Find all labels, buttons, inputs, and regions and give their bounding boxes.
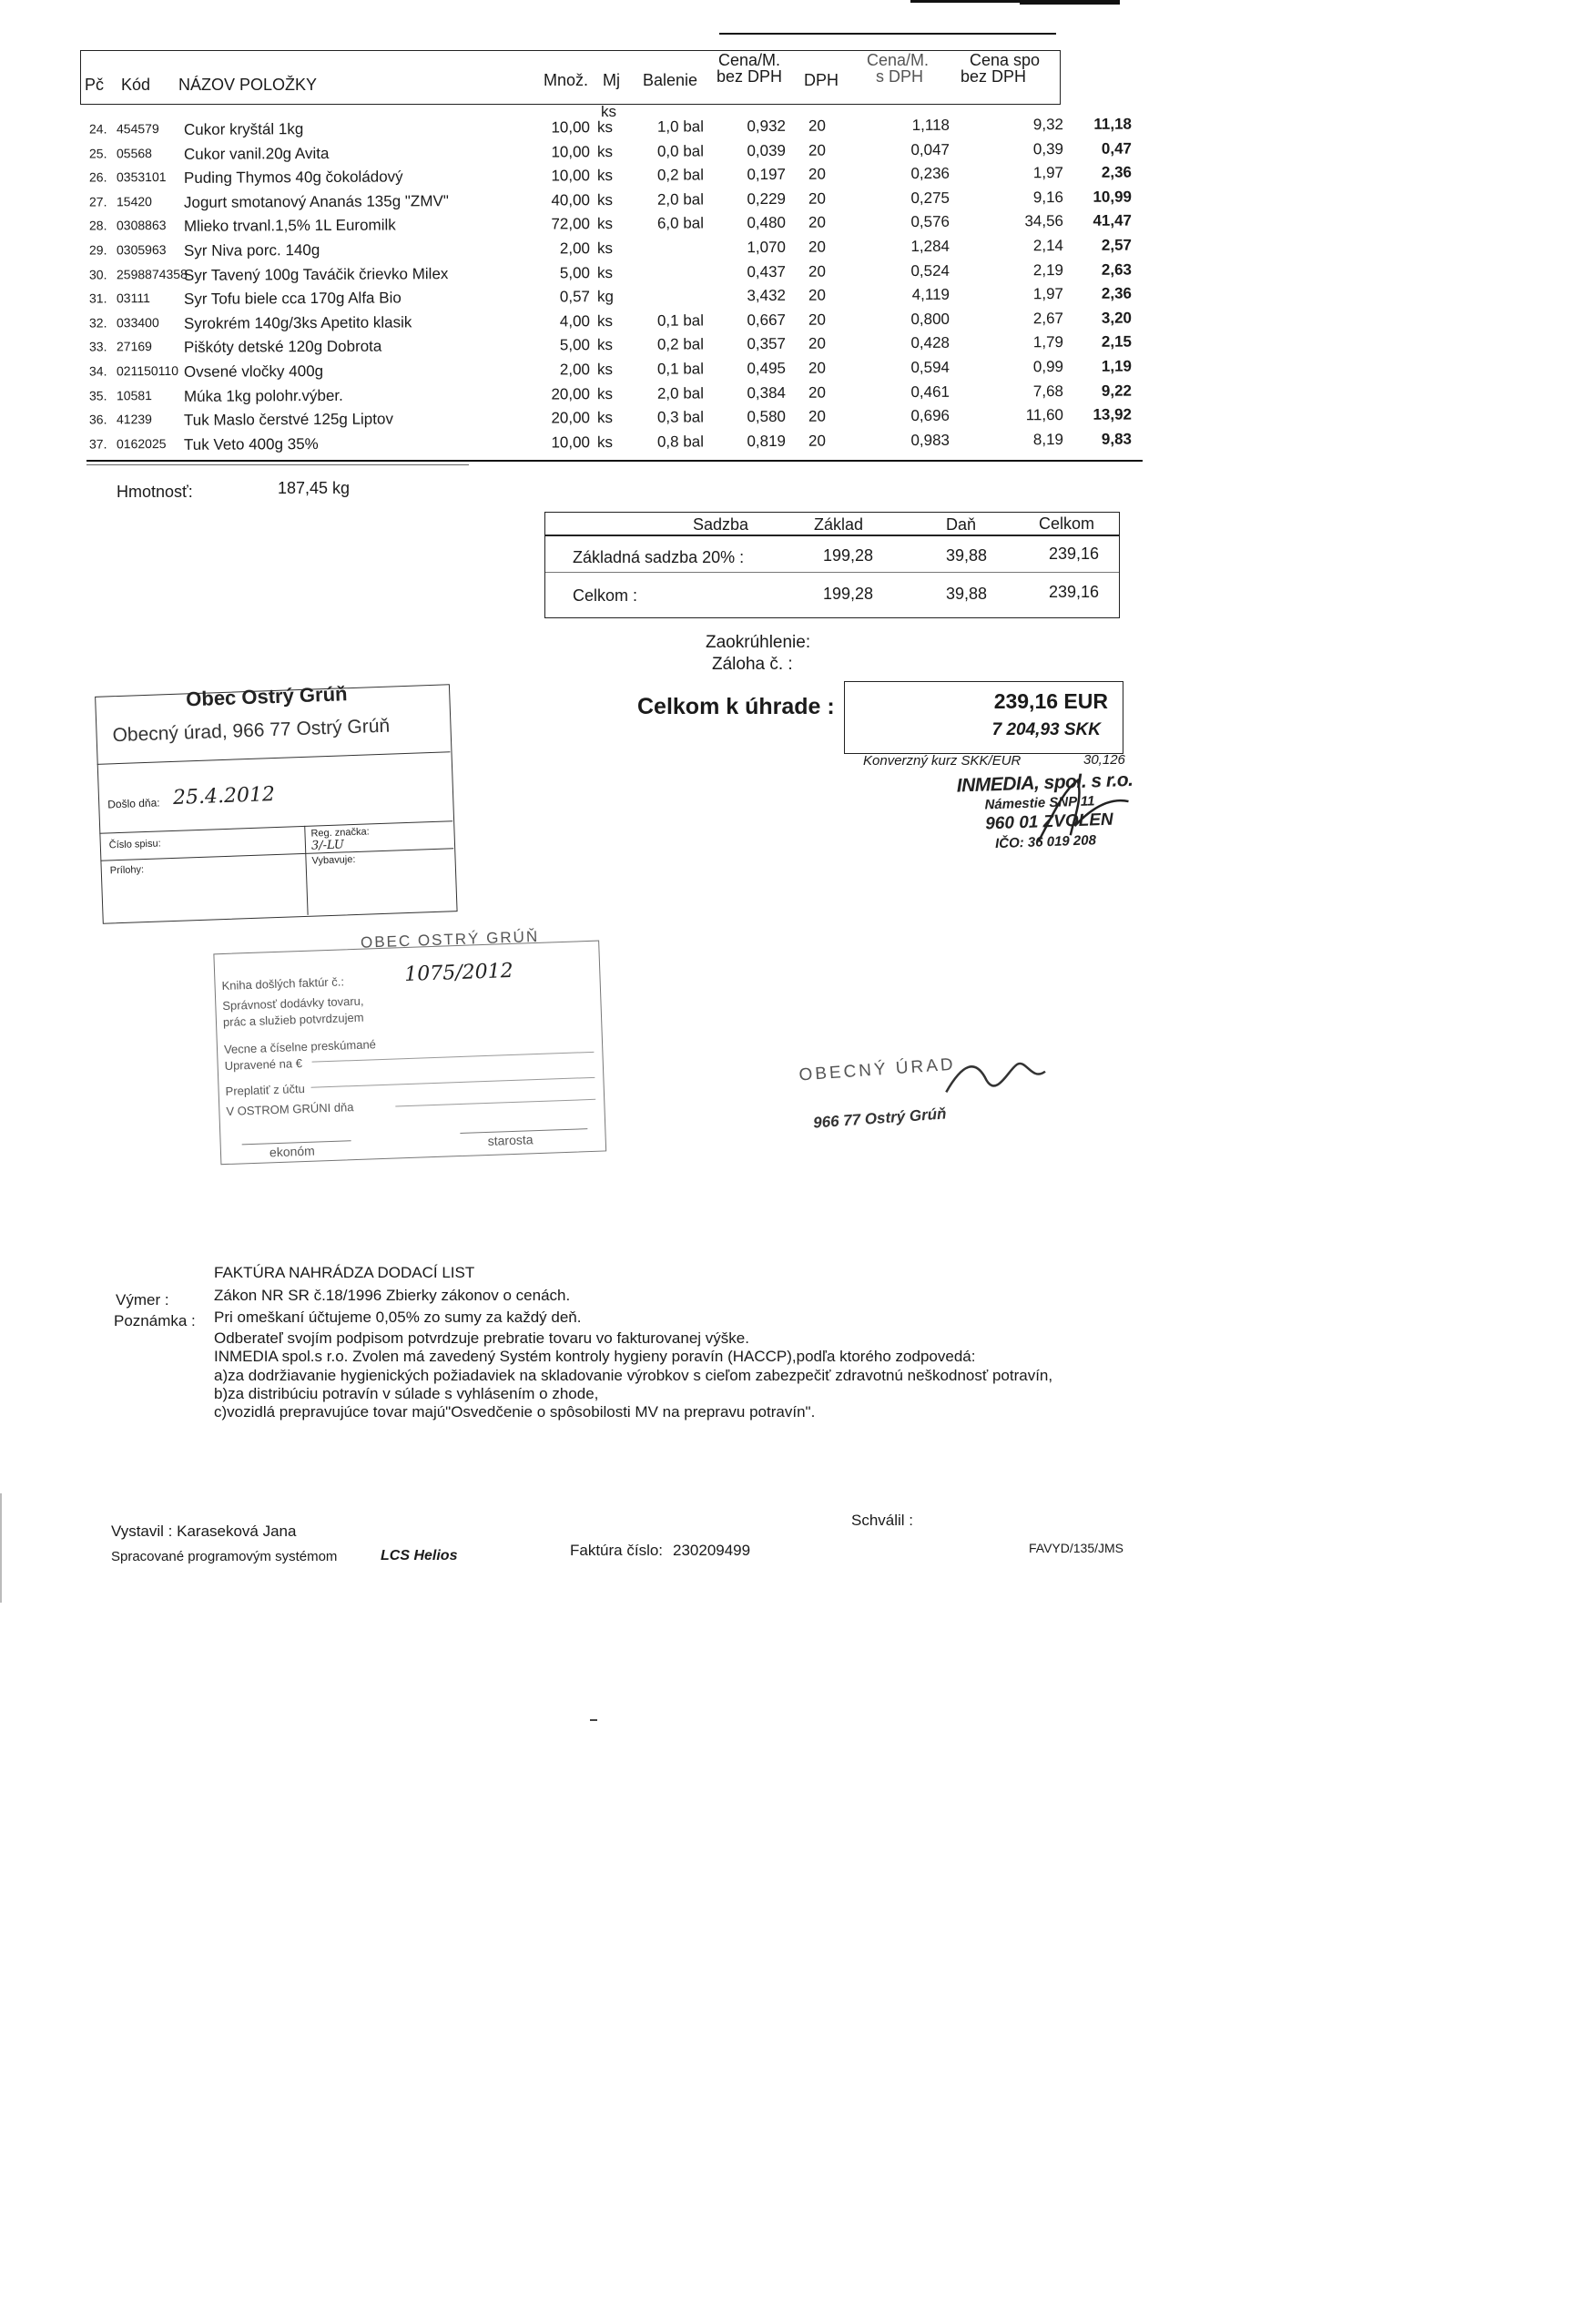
cell-price: 0,437 [747, 262, 787, 280]
table-bottom-rule [86, 460, 1143, 462]
cell-pc: 25. [88, 146, 107, 161]
payable-skk: 7 204,93 SKK [991, 720, 1101, 739]
registry-file-no-label: Číslo spisu: [108, 838, 161, 851]
notes-line1: Pri omeškaní účtujeme 0,05% zo sumy za každý deň. [214, 1309, 582, 1326]
cell-vat: 20 [808, 165, 826, 183]
vat-summary-divider-2 [545, 572, 1119, 573]
registry-attachments-label: Prílohy: [109, 864, 145, 877]
registry-stamp-office: Obecný úrad, 966 77 Ostrý Grúň [112, 715, 391, 747]
cell-price-vat: 0,428 [910, 334, 950, 352]
items-table-body [88, 115, 1145, 460]
cell-unit: ks [596, 118, 614, 137]
col-header-pack: Balenie [643, 71, 698, 89]
cell-total-vat: 3,20 [1101, 309, 1133, 327]
cell-qty: 2,00 [559, 239, 591, 258]
cell-name: Tuk Veto 400g 35% [183, 434, 319, 453]
supplier-stamp-line4: IČO: 36 019 208 [994, 832, 1097, 852]
supplier-signature [1027, 769, 1157, 855]
footer-invoice-label: Faktúra číslo: [570, 1542, 664, 1559]
cell-qty: 10,00 [551, 433, 591, 452]
vat-header-rate: Sadzba [693, 515, 749, 534]
cell-qty: 10,00 [551, 142, 591, 161]
cell-price: 0,039 [747, 141, 787, 159]
vat-total-total: 239,16 [1049, 583, 1100, 601]
cell-code: 10581 [116, 387, 152, 402]
cell-total: 11,60 [1025, 406, 1064, 424]
cell-price-vat: 1,284 [910, 237, 950, 256]
cell-vat: 20 [808, 432, 826, 450]
vat-basic-tax: 39,88 [946, 546, 988, 565]
vat-basic-total: 239,16 [1049, 545, 1100, 563]
cell-total: 1,97 [1032, 285, 1064, 303]
cell-unit: ks [596, 336, 614, 354]
col-header-price-bottom: bez DPH [717, 67, 783, 86]
conversion-rate-label: Konverzný kurz SKK/EUR [863, 753, 1022, 769]
cell-price: 0,667 [747, 311, 787, 329]
cell-total: 2,19 [1032, 260, 1064, 279]
cell-code: 0162025 [116, 435, 167, 452]
cell-name: Mlieko trvanl.1,5% 1L Euromilk [183, 216, 396, 236]
cell-code: 454579 [116, 121, 159, 137]
cell-price: 0,357 [747, 335, 787, 353]
invoice-book-pay: Preplatiť z účtu [225, 1081, 306, 1098]
cell-vat: 20 [808, 286, 826, 304]
payable-eur: 239,16 EUR [993, 689, 1108, 713]
cell-code: 2598874358 [116, 266, 188, 281]
cell-price-vat: 4,119 [911, 285, 950, 304]
col-header-vat: DPH [804, 71, 839, 89]
col-header-price-top: Cena/M. [718, 51, 781, 69]
cell-pc: 28. [88, 218, 107, 233]
supplier-stamp-line1: INMEDIA, spol. s r.o. [956, 769, 1133, 797]
cell-vat: 20 [808, 213, 826, 232]
registry-reg-value: 3/-LU [310, 838, 345, 853]
vat-basic-base: 199,28 [823, 546, 874, 565]
cell-qty: 10,00 [551, 118, 591, 137]
cell-qty: 20,00 [551, 384, 591, 403]
payable-label: Celkom k úhrade : [637, 694, 835, 719]
vat-total-label: Celkom : [573, 586, 638, 605]
cell-qty: 40,00 [551, 190, 591, 209]
cell-pc: 29. [88, 242, 107, 258]
footer-invoice-number: 230209499 [673, 1542, 751, 1559]
payable-box [844, 681, 1123, 754]
notes-title: FAKTÚRA NAHRÁDZA DODACÍ LIST [214, 1264, 475, 1281]
cell-total: 1,79 [1032, 333, 1064, 351]
invoice-book-economist: ekonóm [269, 1143, 316, 1160]
invoice-book-fixed: Upravené na € [224, 1056, 303, 1074]
cell-total-vat: 0,47 [1101, 139, 1133, 158]
cell-vat: 20 [808, 189, 826, 208]
cell-total-vat: 9,83 [1101, 430, 1133, 448]
weight-value: 187,45 kg [278, 479, 351, 497]
cell-total-vat: 10,99 [1093, 188, 1133, 206]
cell-unit: kg [596, 288, 615, 306]
cell-pc: 26. [88, 169, 107, 185]
col-header-price-vat-bottom: s DPH [876, 67, 924, 86]
registry-delivered-date: 25.4.2012 [172, 783, 276, 810]
notes-vymer-label: Výmer : [116, 1291, 169, 1309]
cell-code: 27169 [116, 339, 152, 354]
advance-label: Záloha č. : [712, 655, 793, 674]
registry-stamp [94, 666, 457, 923]
cell-total: 0,39 [1032, 139, 1064, 158]
invoice-book-mayor: starosta [487, 1132, 534, 1148]
registry-handles-label: Vybavuje: [311, 853, 356, 867]
invoice-book-place: V OSTROM GRÚNI dňa [226, 1100, 354, 1118]
vat-total-tax: 39,88 [946, 585, 988, 603]
col-header-qty: Množ. [544, 71, 589, 89]
stray-unit-label: ks [601, 103, 616, 120]
invoice-book-correctness: Správnosť dodávky tovaru, [222, 993, 364, 1013]
cell-pack: 0,0 bal [656, 142, 705, 160]
cell-name: Ovsené vločky 400g [183, 362, 324, 381]
cell-code: 033400 [116, 314, 159, 331]
supplier-stamp [945, 769, 1157, 862]
cell-code: 021150110 [116, 362, 179, 379]
invoice-book-services: prác a služieb potvrdzujem [222, 1010, 364, 1030]
cell-unit: ks [596, 239, 614, 258]
cell-unit: ks [596, 215, 614, 233]
cell-code: 0305963 [116, 242, 167, 258]
cell-unit: ks [596, 361, 614, 379]
cell-total-vat: 2,36 [1101, 284, 1133, 302]
footer-approved: Schválil : [851, 1512, 914, 1529]
cell-total-vat: 13,92 [1093, 405, 1133, 423]
cell-unit: ks [596, 142, 614, 160]
cell-pack: 0,8 bal [656, 433, 705, 451]
cell-qty: 4,00 [559, 311, 591, 331]
cell-name: Puding Thymos 40g čokoládový [183, 168, 403, 188]
notes-line6: c)vozidlá prepravujúce tovar majú"Osvedčenie o spôsobilosti MV na prepravu potravín". [214, 1403, 816, 1421]
cell-total-vat: 2,63 [1101, 260, 1133, 279]
cell-name: Cukor kryštál 1kg [183, 120, 304, 138]
cell-price-vat: 0,576 [910, 213, 950, 231]
col-header-pc: Pč [85, 76, 105, 94]
footer-issued-by: Vystavil : Karaseková Jana [111, 1523, 297, 1540]
cell-name: Jogurt smotanový Ananás 135g "ZMV" [183, 191, 449, 211]
cell-vat: 20 [808, 141, 826, 159]
cell-pc: 33. [88, 339, 107, 354]
items-table-header [80, 50, 1061, 105]
footer-system-name: LCS Helios [381, 1548, 458, 1563]
cell-price: 0,229 [747, 189, 787, 208]
cell-total: 9,32 [1032, 116, 1064, 134]
conversion-rate-value: 30,126 [1083, 752, 1125, 768]
cell-price-vat: 1,118 [911, 116, 950, 135]
cell-total-vat: 11,18 [1093, 115, 1133, 133]
rounding-label: Zaokrúhlenie: [706, 633, 811, 652]
cell-unit: ks [596, 409, 614, 427]
cell-pc: 24. [88, 121, 107, 137]
vat-basic-label: Základná sadzba 20% : [573, 548, 745, 566]
cell-code: 05568 [116, 145, 152, 160]
mayor-signature [943, 1047, 1066, 1128]
cell-total: 2,14 [1032, 237, 1064, 255]
cell-pc: 37. [88, 436, 107, 452]
notes-line3: INMEDIA spol.s r.o. Zvolen má zavedený Systém kontroly hygieny poravín (HACCP),podľa ktorého zodpovedá: [214, 1348, 976, 1365]
cell-unit: ks [596, 263, 614, 281]
cell-pack: 1,0 bal [656, 117, 705, 136]
vat-summary-table [544, 512, 1120, 618]
cell-price-vat: 0,524 [910, 261, 950, 280]
footer-doc-code: FAVYD/135/JMS [1029, 1541, 1124, 1555]
cell-unit: ks [596, 190, 614, 209]
cell-total-vat: 2,15 [1101, 332, 1133, 351]
cell-unit: ks [596, 311, 614, 330]
notes-line4: a)za dodržiavanie hygienických požiadaviek na skladovanie výrobkov s cieľom zabezpečiť zdravotnú neškodnosť potravín, [214, 1367, 1053, 1384]
cell-total: 0,99 [1032, 358, 1064, 376]
cell-vat: 20 [808, 407, 826, 425]
vat-header-total: Celkom [1039, 514, 1095, 533]
cell-pc: 27. [88, 194, 107, 209]
cell-vat: 20 [808, 238, 826, 256]
cell-qty: 5,00 [559, 336, 591, 354]
cell-pc: 30. [88, 267, 107, 282]
cell-price-vat: 0,983 [910, 431, 950, 449]
cell-total-vat: 1,19 [1101, 357, 1133, 375]
cell-price: 0,197 [747, 166, 787, 184]
col-header-total-bottom: bez DPH [961, 67, 1027, 86]
cell-vat: 20 [808, 117, 826, 135]
cell-qty: 20,00 [551, 409, 591, 427]
cell-name: Cukor vanil.20g Avita [183, 144, 330, 163]
registry-reg-label: Reg. značka: [310, 826, 370, 840]
notes-poznamka-label: Poznámka : [114, 1312, 196, 1329]
invoice-book-label: Kniha došlých faktúr č.: [221, 974, 345, 993]
registry-stamp-title: Obec Ostrý Grúň [185, 682, 348, 711]
cell-pack: 6,0 bal [656, 214, 705, 233]
scan-edge-left [0, 1493, 2, 1603]
cell-price: 0,384 [747, 383, 787, 402]
table-bottom-rule-2 [86, 464, 469, 465]
col-header-name: NÁZOV POLOŽKY [178, 76, 318, 94]
cell-code: 03111 [116, 290, 150, 306]
cell-price-vat: 0,696 [910, 406, 950, 425]
scan-mark-1 [590, 1719, 597, 1721]
mayor-stamp [798, 1047, 1077, 1157]
cell-name: Múka 1kg polohr.výber. [183, 386, 343, 405]
cell-pc: 31. [88, 290, 107, 306]
cell-price: 0,480 [747, 214, 787, 232]
cell-name: Syr Tofu biele cca 170g Alfa Bio [183, 289, 402, 309]
cell-pack: 0,2 bal [656, 335, 705, 354]
cell-pack: 0,3 bal [656, 408, 705, 426]
cell-vat: 20 [808, 311, 826, 329]
notes-line5: b)za distribúciu potravín v súlade s vyhlásením o zhode, [214, 1385, 599, 1402]
cell-price-vat: 0,047 [910, 140, 950, 158]
cell-name: Piškóty detské 120g Dobrota [183, 337, 382, 357]
cell-vat: 20 [808, 262, 826, 280]
supplier-stamp-line2: Námestie SNP 11 [984, 793, 1095, 813]
cell-total-vat: 2,36 [1101, 163, 1133, 181]
cell-price: 0,932 [747, 117, 787, 136]
cell-pack: 0,1 bal [656, 360, 705, 378]
col-header-unit: Mj [603, 71, 620, 89]
cell-name: Syr Tavený 100g Taváčik črievko Milex [183, 264, 449, 284]
cell-name: Tuk Maslo čerstvé 125g Liptov [183, 410, 393, 430]
vat-total-base: 199,28 [823, 585, 874, 603]
cell-vat: 20 [808, 383, 826, 402]
col-header-price-vat-top: Cena/M. [867, 51, 930, 69]
cell-price-vat: 0,800 [910, 310, 950, 328]
cell-code: 0308863 [116, 218, 167, 233]
cell-price-vat: 0,461 [910, 382, 950, 401]
cell-qty: 2,00 [559, 361, 591, 379]
cell-name: Syr Niva porc. 140g [183, 240, 320, 260]
cell-pc: 36. [88, 412, 107, 427]
cell-total: 1,97 [1032, 164, 1064, 182]
cell-qty: 10,00 [551, 167, 591, 185]
cell-price: 0,580 [747, 408, 787, 426]
cell-vat: 20 [808, 359, 826, 377]
cell-total-vat: 2,57 [1101, 236, 1133, 254]
cell-pack: 2,0 bal [656, 384, 705, 402]
cell-pc: 34. [88, 363, 107, 379]
cell-code: 41239 [116, 412, 152, 427]
invoice-book-stamp [208, 924, 607, 1167]
footer-system-label: Spracované programovým systémom [111, 1549, 338, 1564]
vat-header-base: Základ [814, 515, 864, 534]
supplier-stamp-line3: 960 01 ZVOLEN [984, 810, 1114, 834]
weight-label: Hmotnosť: [117, 483, 193, 501]
cell-unit: ks [596, 167, 614, 185]
invoice-book-number: 1075/2012 [403, 959, 514, 987]
cell-price-vat: 0,275 [910, 188, 950, 207]
col-header-code: Kód [121, 76, 151, 94]
col-header-total-top: Cena spo [970, 51, 1041, 69]
cell-total: 2,67 [1032, 309, 1064, 328]
cell-total-vat: 41,47 [1093, 211, 1133, 230]
cell-vat: 20 [808, 334, 826, 353]
invoice-book-checked: Vecne a číselne preskúmané [223, 1037, 377, 1057]
cell-total: 34,56 [1024, 212, 1064, 230]
cell-qty: 72,00 [551, 215, 591, 233]
cell-qty: 0,57 [559, 288, 591, 306]
cell-price: 0,495 [747, 359, 787, 378]
cell-total: 9,16 [1032, 188, 1064, 207]
mayor-stamp-line1: OBECNÝ ÚRAD [798, 1054, 957, 1085]
cell-price-vat: 0,594 [910, 358, 950, 377]
cell-price-vat: 0,236 [910, 164, 950, 183]
cell-pc: 35. [88, 388, 107, 403]
cell-unit: ks [596, 384, 614, 402]
cell-qty: 5,00 [559, 263, 591, 281]
scan-line-top-2 [1020, 3, 1120, 5]
vat-summary-divider [545, 535, 1119, 536]
cell-price: 1,070 [747, 238, 787, 257]
scan-line-header [719, 33, 1056, 35]
cell-name: Syrokrém 140g/3ks Apetito klasik [183, 313, 412, 332]
vat-header-tax: Daň [946, 515, 977, 534]
cell-pack: 2,0 bal [656, 190, 705, 209]
cell-pc: 32. [88, 315, 107, 331]
notes-vymer-text: Zákon NR SR č.18/1996 Zbierky zákonov o cenách. [214, 1287, 571, 1304]
cell-unit: ks [596, 433, 614, 451]
cell-pack: 0,1 bal [656, 311, 705, 330]
cell-pack: 0,2 bal [656, 166, 705, 184]
cell-price: 0,819 [747, 432, 787, 450]
registry-delivered-label: Došlo dňa: [107, 796, 160, 811]
cell-code: 0353101 [116, 169, 167, 185]
mayor-stamp-line2: 966 77 Ostrý Grúň [812, 1105, 948, 1132]
cell-total: 7,68 [1032, 382, 1064, 400]
cell-code: 15420 [116, 193, 152, 209]
notes-line2: Odberateľ svojím podpisom potvrdzuje prebratie tovaru vo fakturovanej výške. [214, 1329, 749, 1347]
cell-total: 8,19 [1032, 430, 1064, 449]
invoice-book-title: OBEC OSTRÝ GRÚŇ [360, 927, 540, 952]
cell-total-vat: 9,22 [1101, 382, 1133, 400]
cell-price: 3,432 [747, 287, 787, 305]
